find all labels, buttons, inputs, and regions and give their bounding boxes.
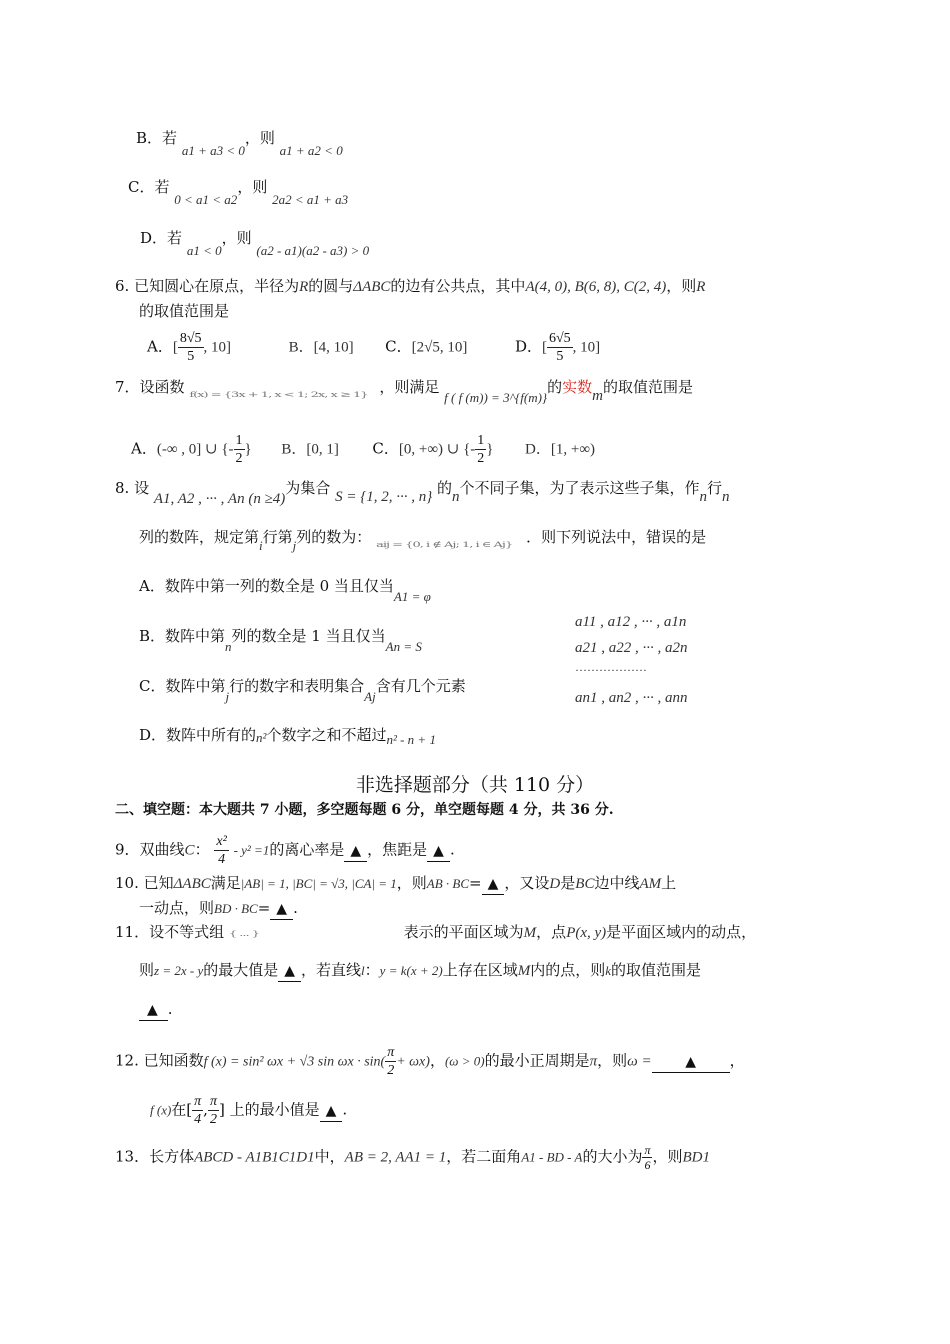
numerator: 1: [235, 433, 243, 448]
math: [0, +∞) ∪ {-: [398, 441, 476, 458]
math: A(4, 0), B(6, 8), C(2, 4): [525, 279, 667, 295]
denominator: 4: [194, 1112, 202, 1127]
q7-options: [131, 432, 595, 467]
option-a-label: A．: [131, 439, 157, 458]
fraction: [385, 1044, 396, 1079]
math: k: [605, 963, 611, 978]
q10: [115, 873, 676, 895]
math: j: [225, 689, 230, 704]
text: 的圆与: [308, 277, 354, 295]
denominator: 4: [218, 852, 226, 867]
text: B．数阵中第: [139, 627, 226, 645]
math: n: [452, 489, 460, 505]
math: y = k(x + 2): [379, 963, 443, 978]
answer-blank[interactable]: ▲: [278, 961, 301, 982]
math: A1 - BD - A: [521, 1149, 583, 1165]
option-label: D．若: [140, 229, 183, 247]
text: ，则: [652, 1147, 683, 1166]
math: n: [722, 489, 730, 505]
text: ，焦距是: [367, 840, 428, 859]
text: 内的点，则: [530, 961, 606, 979]
option-c-label: C．: [372, 439, 399, 458]
q12-line2: [150, 1093, 347, 1128]
math: }: [486, 441, 494, 458]
fraction: [642, 1143, 652, 1172]
math: - y² =1: [233, 842, 270, 858]
option-label: B．若: [136, 129, 178, 147]
text: =: [469, 874, 482, 892]
q8-option-a: [139, 576, 431, 604]
text: ，则: [396, 874, 427, 892]
denominator: 2: [209, 1112, 217, 1127]
text: C．数阵中第: [139, 677, 226, 695]
text: ] 上的最小值是: [218, 1100, 320, 1119]
q8-option-d: [139, 725, 436, 746]
option-b: B．[0, 1]: [281, 441, 339, 458]
text: 个不同子集，为了表示这些子集，作: [459, 479, 700, 497]
math: m: [592, 388, 603, 404]
math-condition: 0 < a1 < a2: [174, 192, 238, 207]
text: .: [293, 899, 298, 917]
text: 行的数字和表明集合: [229, 677, 365, 695]
text: 的大小为: [582, 1147, 643, 1166]
math: j: [292, 538, 297, 553]
text: 一动点，则: [139, 899, 215, 917]
math: A1 = φ: [393, 589, 431, 604]
text: ，则: [237, 178, 268, 196]
math: + ωx): [396, 1054, 430, 1070]
text: .: [342, 1100, 348, 1119]
q5-option-d: [140, 228, 370, 258]
fraction: [214, 833, 228, 868]
denominator: 6: [644, 1158, 651, 1172]
text: 的离心率是: [269, 840, 345, 859]
fraction: [178, 330, 204, 365]
text: ，则: [244, 129, 275, 147]
math: C: [184, 842, 195, 859]
math: π: [589, 1053, 598, 1070]
text: 10. 已知: [115, 874, 174, 892]
math: M: [517, 963, 531, 979]
text: 的最大值是: [203, 961, 279, 979]
math: f (x) = sin² ωx + √3 sin ωx · sin(: [203, 1054, 386, 1070]
text: ,: [203, 1100, 208, 1119]
fraction: [475, 432, 486, 467]
denominator: 5: [556, 349, 564, 364]
text: D．数阵中所有的: [139, 726, 257, 744]
fraction: [208, 1093, 219, 1128]
matrix-row-dots: ··················: [575, 663, 647, 677]
math-condition: a1 < 0: [186, 243, 222, 258]
math: ΔABC: [173, 876, 211, 892]
text: 边中线: [594, 874, 640, 892]
math: (-∞ , 0] ∪ {-: [156, 441, 234, 458]
denominator: 2: [387, 1063, 395, 1078]
text: =: [257, 899, 271, 917]
answer-blank[interactable]: ▲: [427, 841, 450, 862]
fraction: [192, 1093, 203, 1128]
text: .: [449, 840, 455, 859]
math: R: [696, 279, 706, 295]
answer-blank[interactable]: ▲: [139, 1000, 168, 1021]
math: BD1: [682, 1149, 710, 1166]
matrix-row-2: a21 , a22 , ··· , a2n: [575, 640, 688, 656]
math-result: 2a2 < a1 + a3: [272, 192, 349, 207]
text: 列的数为：: [296, 528, 372, 546]
numerator: x²: [216, 834, 227, 849]
highlighted-text: 实数: [562, 378, 593, 396]
text: 6. 已知圆心在原点，半径为: [115, 277, 300, 295]
denominator: 2: [477, 451, 485, 466]
math: ω =: [627, 1053, 652, 1070]
math: , 10]: [572, 339, 601, 356]
matrix-row-1: a11 , a12 , ··· , a1n: [575, 614, 687, 630]
section-title: 非选择题部分（共 110 分）: [355, 774, 595, 796]
text: ，则满足: [379, 378, 440, 396]
math: AB · BC: [426, 876, 470, 891]
math: A1, A2 , ··· , An (n ≥4): [153, 491, 286, 507]
piecewise-definition: aij = {0, i ∉ Aj; 1, i ∈ Aj}: [376, 540, 513, 550]
fraction: [547, 330, 573, 365]
matrix-row-n: an1 , an2 , ··· , ann: [575, 690, 688, 706]
math: ΔABC: [353, 279, 391, 295]
math-result: a1 + a2 < 0: [279, 143, 343, 158]
math: BC: [575, 876, 595, 892]
text: ：: [194, 840, 210, 859]
q8-stem: [115, 478, 730, 507]
text: 则: [139, 961, 155, 979]
math: (ω > 0): [444, 1053, 485, 1069]
q11-line2: [139, 960, 701, 982]
text: 的取值范围是: [611, 961, 702, 979]
text: 列的数全是 1 当且仅当: [231, 627, 386, 645]
q10-line2: [139, 898, 298, 920]
text: .: [167, 1000, 173, 1018]
q5-option-c: [128, 177, 349, 207]
math: , 10]: [203, 339, 232, 356]
q12: [115, 1044, 745, 1079]
text: 上存在区域: [442, 961, 518, 979]
text: ．则下列说法中，错误的是: [526, 528, 707, 546]
fraction: [234, 432, 245, 467]
math: D: [549, 876, 561, 892]
numerator: 8√5: [179, 331, 202, 346]
text: 为集合: [285, 479, 331, 497]
option-d: D．[1, +∞): [525, 441, 596, 458]
piecewise-function: f(x) = {3x + 1, x < 1; 2x, x ≥ 1}: [189, 390, 368, 400]
numerator: 1: [477, 433, 485, 448]
q8-stem-line2: [139, 527, 707, 553]
answer-blank[interactable]: ▲: [482, 874, 505, 895]
text: ，则: [221, 229, 252, 247]
text: A．数阵中第一列的数全是 0 当且仅当: [139, 577, 394, 595]
q6-stem: [115, 276, 705, 297]
text: 13．长方体: [115, 1147, 195, 1166]
answer-blank[interactable]: ▲: [320, 1101, 343, 1122]
text: 满足: [210, 874, 241, 892]
math: [: [172, 339, 178, 356]
answer-blank[interactable]: ▲: [652, 1052, 730, 1073]
denominator: 5: [187, 349, 195, 364]
q11-line3: [139, 999, 173, 1021]
numerator: π: [209, 1094, 217, 1109]
math-result: (a2 - a1)(a2 - a3) > 0: [256, 243, 370, 258]
text: 表示的平面区域为: [403, 923, 524, 941]
math-condition: a1 + a3 < 0: [181, 143, 245, 158]
math: n² - n + 1: [386, 732, 436, 747]
math: BD · BC: [214, 901, 258, 916]
option-label: C．若: [128, 178, 170, 196]
math: n²: [256, 730, 267, 745]
math: ABCD - A1B1C1D1: [194, 1149, 315, 1166]
math: [2√5, 10]: [411, 339, 468, 356]
text: 是平面区域内的动点，: [606, 923, 757, 941]
numerator: π: [194, 1094, 202, 1109]
math: P(x, y): [566, 925, 607, 941]
q9: [115, 833, 455, 868]
text: ，若直线: [301, 961, 362, 979]
q11: [115, 922, 756, 944]
text: 的边有公共点，其中: [390, 277, 526, 295]
math: l: [361, 963, 365, 978]
math: i: [259, 538, 263, 553]
text: 的: [437, 479, 453, 497]
math: AB = 2, AA1 = 1: [344, 1149, 447, 1166]
option-b: B．[4, 10]: [288, 339, 354, 356]
text: 行第: [262, 528, 293, 546]
option-d-label: D．: [514, 337, 542, 356]
text: 8. 设: [115, 479, 150, 497]
text: 中，: [314, 1147, 345, 1166]
answer-blank[interactable]: ▲: [344, 841, 367, 862]
inequality-system: { ... }: [228, 929, 260, 939]
text: 7．设函数: [115, 378, 185, 396]
option-c-label: C．: [385, 337, 412, 356]
q8-option-c: [139, 676, 466, 704]
text: 上: [661, 874, 677, 892]
q7-stem: [115, 377, 694, 405]
q6-options: [147, 330, 600, 365]
part-heading: 二、填空题：本大题共 7 小题，多空题每题 6 分，单空题每题 4 分，共 36 分.: [115, 802, 614, 818]
q6-stem-line2: 的取值范围是: [139, 302, 230, 320]
text: 行: [707, 479, 723, 497]
text: ，则: [597, 1051, 628, 1070]
text: 的取值范围是: [603, 378, 694, 396]
text: 是: [560, 874, 576, 892]
numerator: π: [387, 1045, 395, 1060]
text: ，若二面角: [446, 1147, 522, 1166]
numerator: 6√5: [548, 331, 571, 346]
math: |AB| = 1, |BC| = √3, |CA| = 1: [240, 876, 397, 891]
text: 含有几个元素: [375, 677, 466, 695]
text: ，: [429, 1051, 445, 1070]
text: 的: [547, 378, 563, 396]
denominator: 2: [235, 451, 243, 466]
q8-option-b: [139, 626, 422, 654]
math: M: [523, 925, 537, 941]
text: ，又设: [504, 874, 550, 892]
math: R: [299, 279, 309, 295]
math-condition: f ( f (m)) = 3^{f(m)}: [444, 390, 548, 405]
math: }: [244, 441, 252, 458]
numerator: π: [644, 1143, 651, 1157]
math: Aj: [364, 689, 376, 704]
text: 在[: [171, 1100, 193, 1119]
q5-option-b: [136, 128, 343, 158]
math: n: [699, 489, 708, 505]
math: AM: [639, 876, 662, 892]
math: z = 2x - y: [154, 963, 204, 978]
text: ，: [729, 1051, 745, 1070]
q13: [115, 1143, 710, 1172]
math: An = S: [385, 639, 422, 654]
math: S = {1, 2, ··· , n}: [335, 489, 433, 505]
text: 11．设不等式组: [115, 923, 225, 941]
text: 的最小正周期是: [484, 1051, 590, 1070]
text: ，点: [536, 923, 567, 941]
math: n: [225, 639, 232, 654]
answer-blank[interactable]: ▲: [270, 899, 293, 920]
text: ：: [364, 961, 380, 979]
text: 个数字之和不超过: [266, 726, 387, 744]
text: ，则: [666, 277, 697, 295]
text: 9．双曲线: [115, 840, 185, 859]
text: 12. 已知函数: [115, 1051, 204, 1070]
math: [: [541, 339, 547, 356]
option-a-label: A．: [147, 337, 173, 356]
text: 列的数阵，规定第: [139, 528, 260, 546]
math: f (x): [150, 1102, 172, 1118]
